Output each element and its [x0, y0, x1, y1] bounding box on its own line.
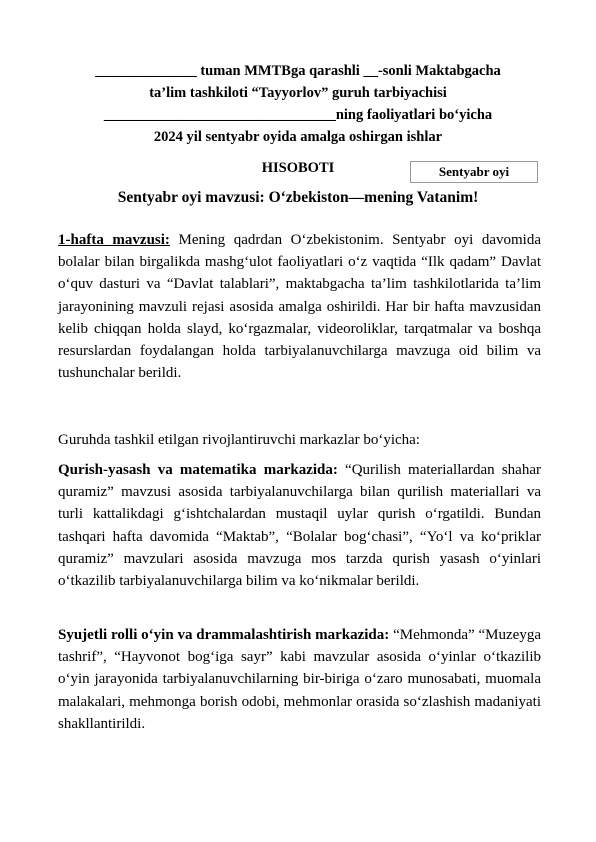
report-title: HISOBOTI — [261, 160, 335, 176]
header-line-3: ________________________________ning faoliyatlari bo‘yicha — [103, 107, 493, 123]
center2-paragraph — [58, 624, 541, 735]
week1-paragraph — [58, 229, 541, 384]
centers-intro: Guruhda tashkil etilgan rivojlantiruvchi markazlar bo‘yicha: — [58, 432, 420, 448]
header-line-4: 2024 yil sentyabr oyida amalga oshirgan ishlar — [153, 129, 443, 145]
header-line-1: ______________ tuman MMTBga qarashli __-sonli Maktabgacha — [95, 63, 501, 79]
week1-text: Mening qadrdan O‘zbekistonim. Sentyabr oyi davomida bolalar bilan birgalikda mashg‘ulot faoliyatlari o‘z vaqtida “Ilk qadam” Davlat o‘quv dasturi va “Davlat talablari”, maktabgacha ta’lim tashkilotlarida ta’lim jarayonining mavzuli rejasi asosida amalga oshirildi. Har bir hafta mavzusidan kelib chiqqan holda slayd, ko‘rgazmalar, videoroliklar, tarqatmalar va boshqa resurslardan foydalangan holda tarbiyalanuvchilarga mavzuga oid bilim va tushunchalar berildi. — [58, 232, 541, 382]
center1-paragraph — [58, 459, 541, 592]
center1-label: Qurish-yasash va matematika markazida: — [58, 462, 338, 478]
center2-label: Syujetli rolli o‘yin va drammalashtirish markazida: — [58, 627, 390, 643]
month-badge: Sentyabr oyi — [410, 161, 538, 183]
week1-label: 1-hafta mavzusi: — [58, 232, 170, 248]
header-line-2: ta’lim tashkiloti “Tayyorlov” guruh tarbiyachisi — [149, 85, 447, 101]
month-topic-subtitle: Sentyabr oyi mavzusi: O‘zbekiston—mening Vatanim! — [117, 189, 479, 206]
center1-text: “Qurilish materiallardan shahar quramiz” mavzusi asosida tarbiyalanuvchilarga bilan qurilish materiallari va turli kattalikdagi g‘ishtchalardan mustaqil uylar qurish o‘rgatildi. Bundan tashqari hafta davomida “Maktab”, “Bolalar bog‘chasi”, “Yo‘l va ko‘priklar quramiz” mavzulari asosida mavzuga mos tarzda qurish yasash o‘yinlari o‘tkazilib tarbiyalanuvchilarga bilim va ko‘nikmalar berildi. — [58, 462, 541, 590]
center2-text: “Mehmonda” “Muzeyga tashrif”, “Hayvonot bog‘iga sayr” kabi mavzular asosida o‘yinlar o‘tkazilib o‘yin jarayonida tarbiyalanuvchilarning bir-biriga o‘zaro munosabati, muomala malakalari, mehmonga borish odobi, mehmonlar orasida so‘zlashish madaniyati shakllantirildi. — [58, 627, 541, 732]
